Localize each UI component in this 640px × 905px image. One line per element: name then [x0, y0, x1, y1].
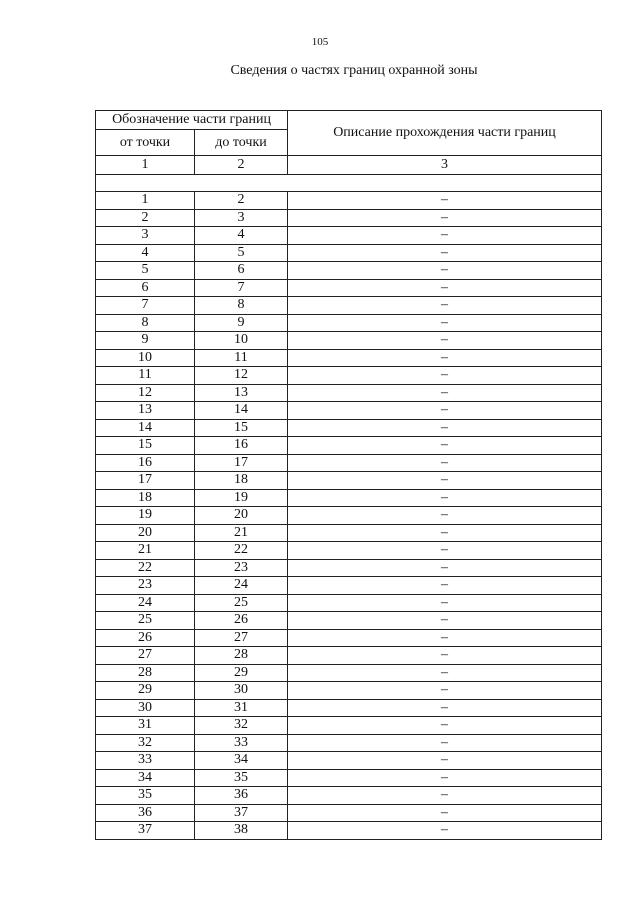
description-cell: – — [288, 682, 602, 700]
from-point-cell: 17 — [96, 472, 195, 490]
from-point-cell: 18 — [96, 489, 195, 507]
description-cell: – — [288, 332, 602, 350]
table-row — [96, 664, 602, 682]
empty-spacer-row — [96, 175, 602, 192]
to-point-cell: 4 — [195, 227, 288, 245]
description-cell: – — [288, 244, 602, 262]
to-point-cell: 16 — [195, 437, 288, 455]
table-row — [96, 192, 602, 210]
description-cell: – — [288, 752, 602, 770]
table-row — [96, 437, 602, 455]
from-point-cell: 9 — [96, 332, 195, 350]
page-number: 105 — [311, 36, 329, 48]
description-cell: – — [288, 314, 602, 332]
from-point-cell: 11 — [96, 367, 195, 385]
to-point-cell: 29 — [195, 664, 288, 682]
description-cell: – — [288, 192, 602, 210]
description-cell: – — [288, 349, 602, 367]
to-point-cell: 38 — [195, 822, 288, 840]
table-row — [96, 752, 602, 770]
from-point-cell: 7 — [96, 297, 195, 315]
to-point-cell: 24 — [195, 577, 288, 595]
description-cell: – — [288, 664, 602, 682]
description-cell: – — [288, 734, 602, 752]
from-point-header: от точки — [96, 130, 195, 156]
column-number: 1 — [96, 156, 195, 175]
to-point-cell: 36 — [195, 787, 288, 805]
description-cell: – — [288, 454, 602, 472]
table-row — [96, 682, 602, 700]
description-cell: – — [288, 559, 602, 577]
to-point-cell: 14 — [195, 402, 288, 420]
from-point-cell: 13 — [96, 402, 195, 420]
from-point-cell: 8 — [96, 314, 195, 332]
table-row — [96, 647, 602, 665]
description-cell: – — [288, 262, 602, 280]
to-point-cell: 8 — [195, 297, 288, 315]
description-cell: – — [288, 524, 602, 542]
table-row — [96, 822, 602, 840]
from-point-cell: 34 — [96, 769, 195, 787]
table-row — [96, 297, 602, 315]
to-point-cell: 2 — [195, 192, 288, 210]
from-point-cell: 30 — [96, 699, 195, 717]
table-row — [96, 787, 602, 805]
description-header: Описание прохождения части границ — [288, 111, 602, 156]
description-cell: – — [288, 629, 602, 647]
description-cell: – — [288, 699, 602, 717]
from-point-cell: 5 — [96, 262, 195, 280]
description-cell: – — [288, 769, 602, 787]
to-point-cell: 32 — [195, 717, 288, 735]
from-point-cell: 2 — [96, 209, 195, 227]
table-row — [96, 454, 602, 472]
to-point-cell: 20 — [195, 507, 288, 525]
to-point-cell: 15 — [195, 419, 288, 437]
from-point-cell: 33 — [96, 752, 195, 770]
table-row — [96, 524, 602, 542]
to-point-header: до точки — [195, 130, 288, 156]
from-point-cell: 29 — [96, 682, 195, 700]
to-point-cell: 33 — [195, 734, 288, 752]
from-point-cell: 32 — [96, 734, 195, 752]
from-point-cell: 35 — [96, 787, 195, 805]
from-point-cell: 36 — [96, 804, 195, 822]
from-point-cell: 15 — [96, 437, 195, 455]
table-row — [96, 507, 602, 525]
table-row — [96, 542, 602, 560]
table-row — [96, 262, 602, 280]
to-point-cell: 18 — [195, 472, 288, 490]
table-row — [96, 209, 602, 227]
table-row — [96, 314, 602, 332]
to-point-cell: 6 — [195, 262, 288, 280]
to-point-cell: 17 — [195, 454, 288, 472]
description-cell: – — [288, 402, 602, 420]
description-cell: – — [288, 419, 602, 437]
description-cell: – — [288, 647, 602, 665]
from-point-cell: 27 — [96, 647, 195, 665]
description-cell: – — [288, 507, 602, 525]
from-point-cell: 22 — [96, 559, 195, 577]
description-cell: – — [288, 384, 602, 402]
table-row — [96, 804, 602, 822]
from-point-cell: 37 — [96, 822, 195, 840]
boundary-parts-table — [95, 110, 602, 840]
to-point-cell: 5 — [195, 244, 288, 262]
to-point-cell: 7 — [195, 279, 288, 297]
table-row — [96, 384, 602, 402]
column-number: 2 — [195, 156, 288, 175]
to-point-cell: 19 — [195, 489, 288, 507]
to-point-cell: 3 — [195, 209, 288, 227]
to-point-cell: 23 — [195, 559, 288, 577]
description-cell: – — [288, 787, 602, 805]
from-point-cell: 1 — [96, 192, 195, 210]
table-row — [96, 594, 602, 612]
description-cell: – — [288, 279, 602, 297]
from-point-cell: 31 — [96, 717, 195, 735]
to-point-cell: 13 — [195, 384, 288, 402]
table-row — [96, 367, 602, 385]
from-point-cell: 20 — [96, 524, 195, 542]
table-row — [96, 419, 602, 437]
from-point-cell: 10 — [96, 349, 195, 367]
to-point-cell: 34 — [195, 752, 288, 770]
from-point-cell: 28 — [96, 664, 195, 682]
column-numbers-row — [96, 156, 602, 175]
empty-cell — [96, 175, 602, 192]
description-cell: – — [288, 472, 602, 490]
from-point-cell: 24 — [96, 594, 195, 612]
column-number: 3 — [288, 156, 602, 175]
description-cell: – — [288, 822, 602, 840]
table-row — [96, 612, 602, 630]
document-title: Сведения о частях границ охранной зоны — [230, 63, 478, 78]
description-cell: – — [288, 717, 602, 735]
from-point-cell: 4 — [96, 244, 195, 262]
table-header-row — [96, 111, 602, 130]
to-point-cell: 26 — [195, 612, 288, 630]
to-point-cell: 9 — [195, 314, 288, 332]
description-cell: – — [288, 297, 602, 315]
description-cell: – — [288, 542, 602, 560]
to-point-cell: 28 — [195, 647, 288, 665]
from-point-cell: 26 — [96, 629, 195, 647]
from-point-cell: 6 — [96, 279, 195, 297]
description-cell: – — [288, 804, 602, 822]
description-cell: – — [288, 367, 602, 385]
from-point-cell: 25 — [96, 612, 195, 630]
table-row — [96, 699, 602, 717]
description-cell: – — [288, 577, 602, 595]
to-point-cell: 11 — [195, 349, 288, 367]
to-point-cell: 30 — [195, 682, 288, 700]
table-row — [96, 227, 602, 245]
table-row — [96, 279, 602, 297]
table-row — [96, 717, 602, 735]
from-point-cell: 23 — [96, 577, 195, 595]
description-cell: – — [288, 227, 602, 245]
table-row — [96, 402, 602, 420]
to-point-cell: 31 — [195, 699, 288, 717]
description-cell: – — [288, 489, 602, 507]
to-point-cell: 12 — [195, 367, 288, 385]
table-row — [96, 577, 602, 595]
to-point-cell: 21 — [195, 524, 288, 542]
to-point-cell: 27 — [195, 629, 288, 647]
table-row — [96, 734, 602, 752]
to-point-cell: 37 — [195, 804, 288, 822]
to-point-cell: 10 — [195, 332, 288, 350]
from-point-cell: 21 — [96, 542, 195, 560]
from-point-cell: 19 — [96, 507, 195, 525]
designation-header: Обозначение части границ — [96, 111, 288, 130]
from-point-cell: 3 — [96, 227, 195, 245]
table-row — [96, 629, 602, 647]
table-row — [96, 489, 602, 507]
description-cell: – — [288, 209, 602, 227]
description-cell: – — [288, 594, 602, 612]
table-row — [96, 769, 602, 787]
description-cell: – — [288, 437, 602, 455]
table-row — [96, 349, 602, 367]
description-cell: – — [288, 612, 602, 630]
table-row — [96, 559, 602, 577]
to-point-cell: 22 — [195, 542, 288, 560]
table-row — [96, 332, 602, 350]
from-point-cell: 14 — [96, 419, 195, 437]
from-point-cell: 16 — [96, 454, 195, 472]
to-point-cell: 35 — [195, 769, 288, 787]
to-point-cell: 25 — [195, 594, 288, 612]
table-row — [96, 244, 602, 262]
from-point-cell: 12 — [96, 384, 195, 402]
table-row — [96, 472, 602, 490]
